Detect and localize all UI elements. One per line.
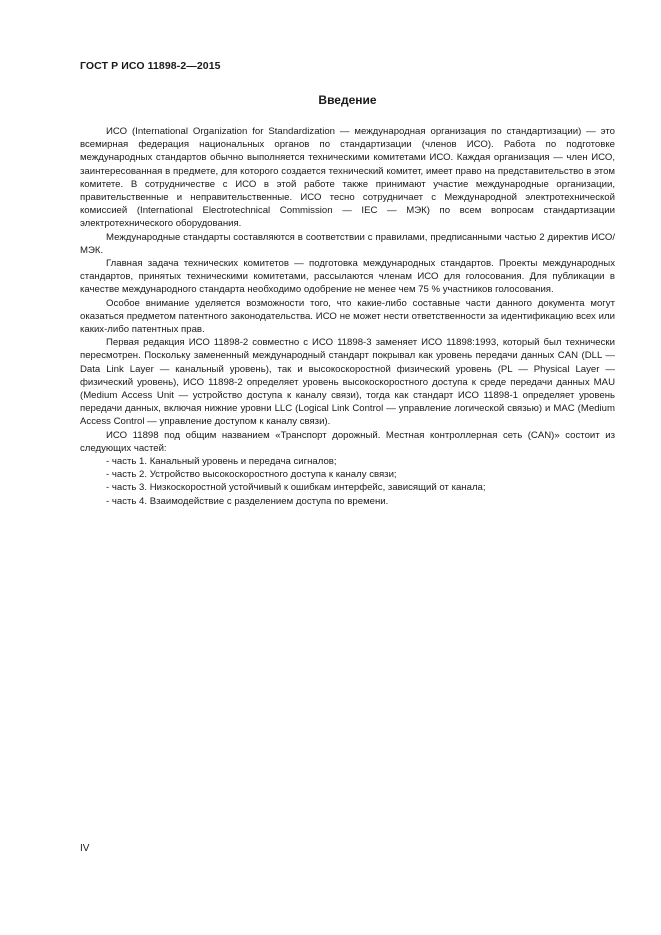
paragraph: ИСО (International Organization for Standardization — международная организация по стандартизации) — это всемирная федерация национальных органов по стандартизации (членов ИСО). Работа по подготовке международных стандартов обычно выполняется техническими комитетами ИСО. Каждая организация — член ИСО, заинтересованная в предмете, для которого создается технический комитет, имеет право на представительство в этом комитете. В сотрудничестве с ИСО в этой работе также принимают участие международные организации, правительственные и неправительственные. ИСО тесно сотрудничает с Международной электротехнической комиссией (International Electrotechnical Commission — IEC — МЭК) по всем вопросам стандартизации электротехнического оборудования. [80,126,615,230]
standard-designation: ГОСТ Р ИСО 11898-2—2015 [80,60,221,72]
list-item: - часть 4. Взаимодействие с разделением доступа по времени. [106,495,389,507]
paragraph: Особое внимание уделяется возможности того, что какие-либо составные части данного документа могут оказаться предметом патентного законодательства. ИСО не может нести ответственности за идентификацию всех или каких-либо патентных прав. [80,297,615,336]
parts-list [80,455,615,508]
paragraph: ИСО 11898 под общим названием «Транспорт дорожный. Местная контроллерная сеть (CAN)» состоит из следующих частей: [80,429,615,454]
paragraph: Международные стандарты составляются в соответствии с правилами, предписанными частью 2 директив ИСО/МЭК. [80,231,615,256]
body-text [80,125,615,508]
list-item: - часть 3. Низкоскоростной устойчивый к ошибкам интерфейс, зависящий от канала; [106,482,486,494]
list-item: - часть 2. Устройство высокоскоростного доступа к каналу связи; [106,469,397,481]
paragraph: Первая редакция ИСО 11898-2 совместно с ИСО 11898-3 заменяет ИСО 11898:1993, который был технически пересмотрен. Поскольку замененный международный стандарт покрывал как уровень передачи данных CAN (DLL — Data Link Layer — канальный уровень), так и высокоскоростной физический уровень (PL — Physical Layer — физический уровень), ИСО 11898-2 определяет уровень высокоскоростного доступа к среде передачи данных MAU (Medium Access Unit — устройство доступа к каналу связи), тогда как стандарт ИСО 11898-1 определяет уровень передачи данных, включая нижние уровни LLC (Logical Link Control — управление логической связью) и MAC (Medium Access Control — управление доступом к каналу связи). [80,337,615,428]
list-item: - часть 1. Канальный уровень и передача сигналов; [106,456,337,468]
section-title: Введение [318,93,377,107]
paragraph: Главная задача технических комитетов — подготовка международных стандартов. Проекты международных стандартов, принятых техническими комитетами, рассылаются членам ИСО для голосования. Для публикации в качестве международного стандарта необходимо одобрение не менее чем 75 % участников голосования. [80,258,615,296]
page-number: IV [80,843,90,854]
